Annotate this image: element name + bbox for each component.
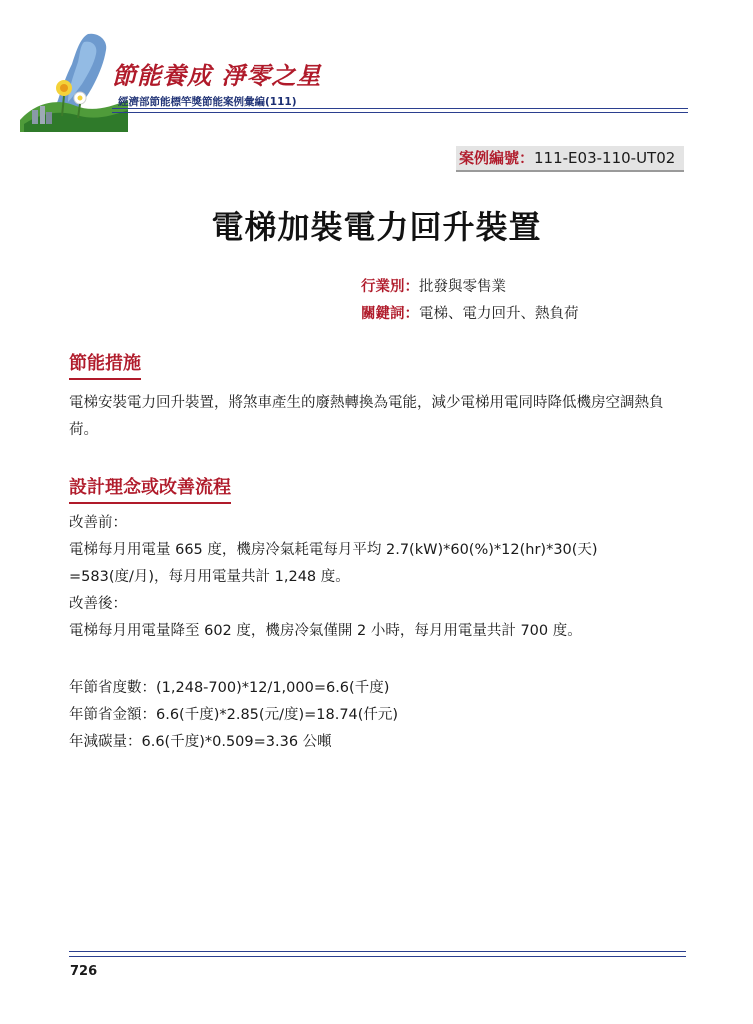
keywords-value: 電梯、電力回升、熱負荷: [419, 306, 579, 322]
brand-subtitle: 經濟部節能標竿獎節能案例彙編(111): [118, 96, 297, 108]
section-body-measures: 電梯安裝電力回升裝置，將煞車產生的廢熱轉換為電能，減少電梯用電同時降低機房空調熱負荷。: [69, 395, 664, 438]
section-heading-measures: 節能措施: [69, 349, 141, 380]
result-line: 年節省金額：6.6(千度)*2.85(元/度)=18.74(仟元): [69, 707, 399, 723]
result-line: 年減碳量：6.6(千度)*0.509=3.36 公噸: [69, 734, 332, 750]
process-line: 改善前：: [69, 515, 127, 531]
section-heading-design: 設計理念或改善流程: [69, 473, 231, 504]
process-line: 電梯每月用電量 665 度，機房冷氣耗電每月平均 2.7(kW)*60(%)*12(hr)*30(天): [69, 542, 598, 558]
industry-label: 行業別：: [361, 279, 419, 295]
brand-title: 節能養成 淨零之星: [112, 61, 322, 90]
keywords-label: 關鍵詞：: [361, 306, 419, 322]
industry-value: 批發與零售業: [419, 279, 506, 295]
result-line: 年節省度數：(1,248-700)*12/1,000=6.6(千度): [69, 680, 390, 696]
page-number: 726: [70, 964, 98, 979]
process-line: 電梯每月用電量降至 602 度，機房冷氣僅開 2 小時，每月用電量共計 700 度。: [69, 623, 582, 639]
keywords-row: [361, 302, 579, 323]
process-line: 改善後：: [69, 596, 127, 612]
footer-divider: [69, 951, 686, 957]
case-number-box: [456, 146, 684, 172]
header-divider: [112, 108, 688, 113]
case-number-label: 案例編號：: [459, 149, 535, 167]
page-title: 電梯加裝電力回升裝置: [211, 208, 542, 246]
case-number-value: 111-E03-110-UT02: [534, 149, 676, 167]
industry-row: [361, 275, 506, 296]
process-line: =583(度/月)，每月用電量共計 1,248 度。: [69, 569, 350, 585]
